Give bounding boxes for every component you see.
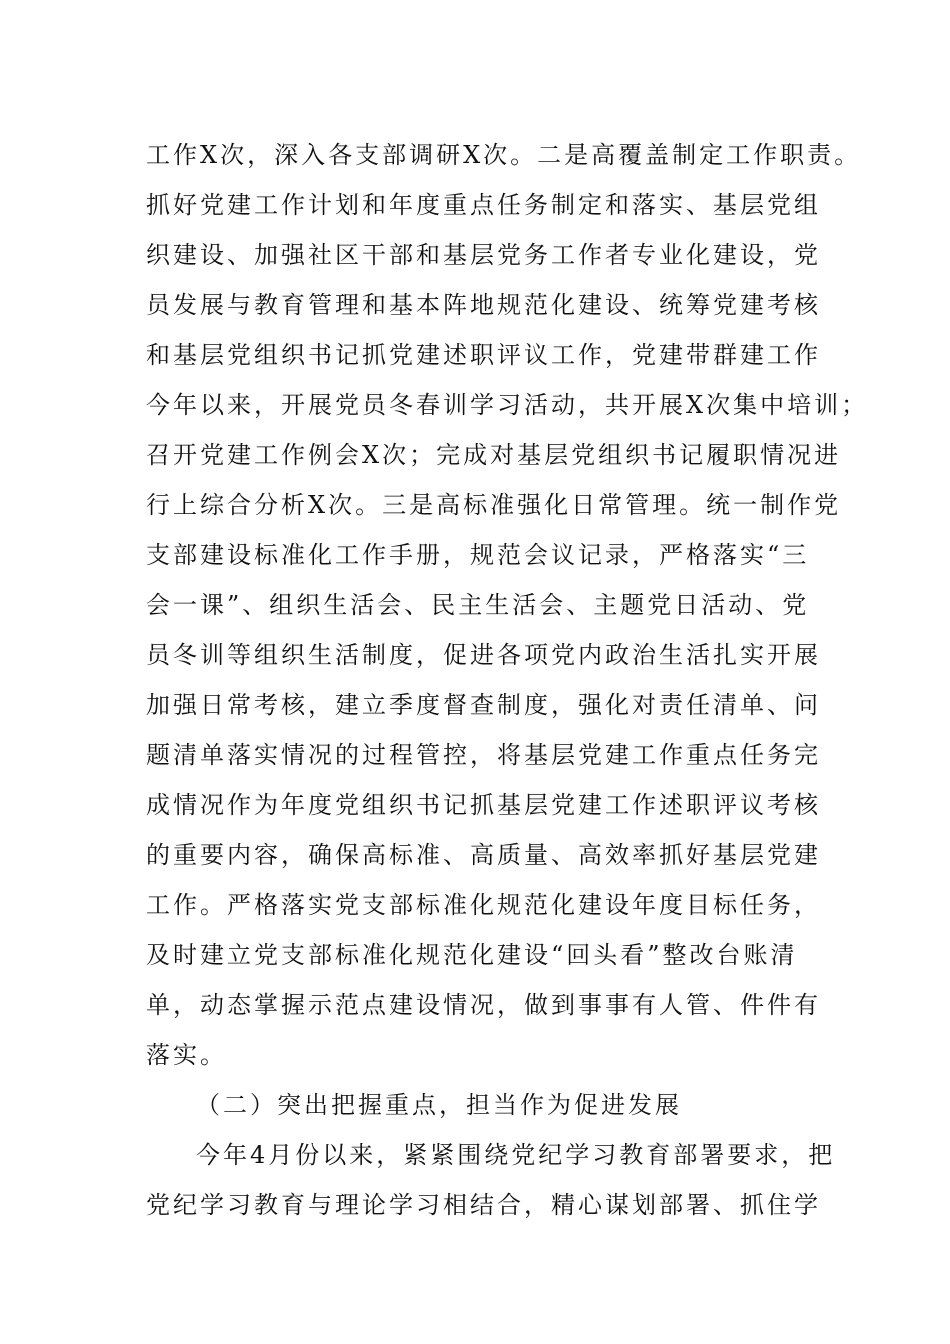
body-text-line: 支部建设标准化工作手册，规范会议记录，严格落实“三 bbox=[146, 541, 810, 569]
body-text-line: 落实。 bbox=[146, 1041, 227, 1069]
body-text-line: 今年4月份以来，紧紧围绕党纪学习教育部署要求，把 bbox=[196, 1141, 836, 1169]
body-text-line: 工作X次，深入各支部调研X次。二是高覆盖制定工作职责。 bbox=[146, 141, 862, 169]
body-text-line: 抓好党建工作计划和年度重点任务制定和落实、基层党组 bbox=[146, 191, 821, 219]
body-text-line: 党纪学习教育与理论学习相结合，精心谋划部署、抓住学 bbox=[146, 1191, 821, 1219]
body-text-line: 成情况作为年度党组织书记抓基层党建工作述职评议考核 bbox=[146, 791, 821, 819]
body-text-line: 行上综合分析X次。三是高标准强化日常管理。统一制作党 bbox=[146, 491, 842, 519]
section-heading: （二）突出把握重点，担当作为促进发展 bbox=[196, 1091, 682, 1119]
body-text-line: 和基层党组织书记抓党建述职评议工作，党建带群建工作 bbox=[146, 341, 821, 369]
body-text-line: 今年以来，开展党员冬春训学习活动，共开展X次集中培训； bbox=[146, 391, 869, 419]
body-text-line: 会一课”、组织生活会、民主生活会、主题党日活动、党 bbox=[146, 591, 810, 619]
body-text-line: 及时建立党支部标准化规范化建设“回头看”整改台账清 bbox=[146, 941, 798, 969]
body-text-line: 的重要内容，确保高标准、高质量、高效率抓好基层党建 bbox=[146, 841, 821, 869]
body-text-line: 织建设、加强社区干部和基层党务工作者专业化建设，党 bbox=[146, 241, 821, 269]
body-text-line: 加强日常考核，建立季度督查制度，强化对责任清单、问 bbox=[146, 691, 821, 719]
body-text-line: 员冬训等组织生活制度，促进各项党内政治生活扎实开展 bbox=[146, 641, 821, 669]
body-text-line: 召开党建工作例会X次；完成对基层党组织书记履职情况进 bbox=[146, 441, 842, 469]
body-text-line: 员发展与教育管理和基本阵地规范化建设、统筹党建考核 bbox=[146, 291, 821, 319]
body-text-line: 工作。严格落实党支部标准化规范化建设年度目标任务， bbox=[146, 891, 821, 919]
body-text-line: 单，动态掌握示范点建设情况，做到事事有人管、件件有 bbox=[146, 991, 821, 1019]
body-text-line: 题清单落实情况的过程管控，将基层党建工作重点任务完 bbox=[146, 741, 821, 769]
